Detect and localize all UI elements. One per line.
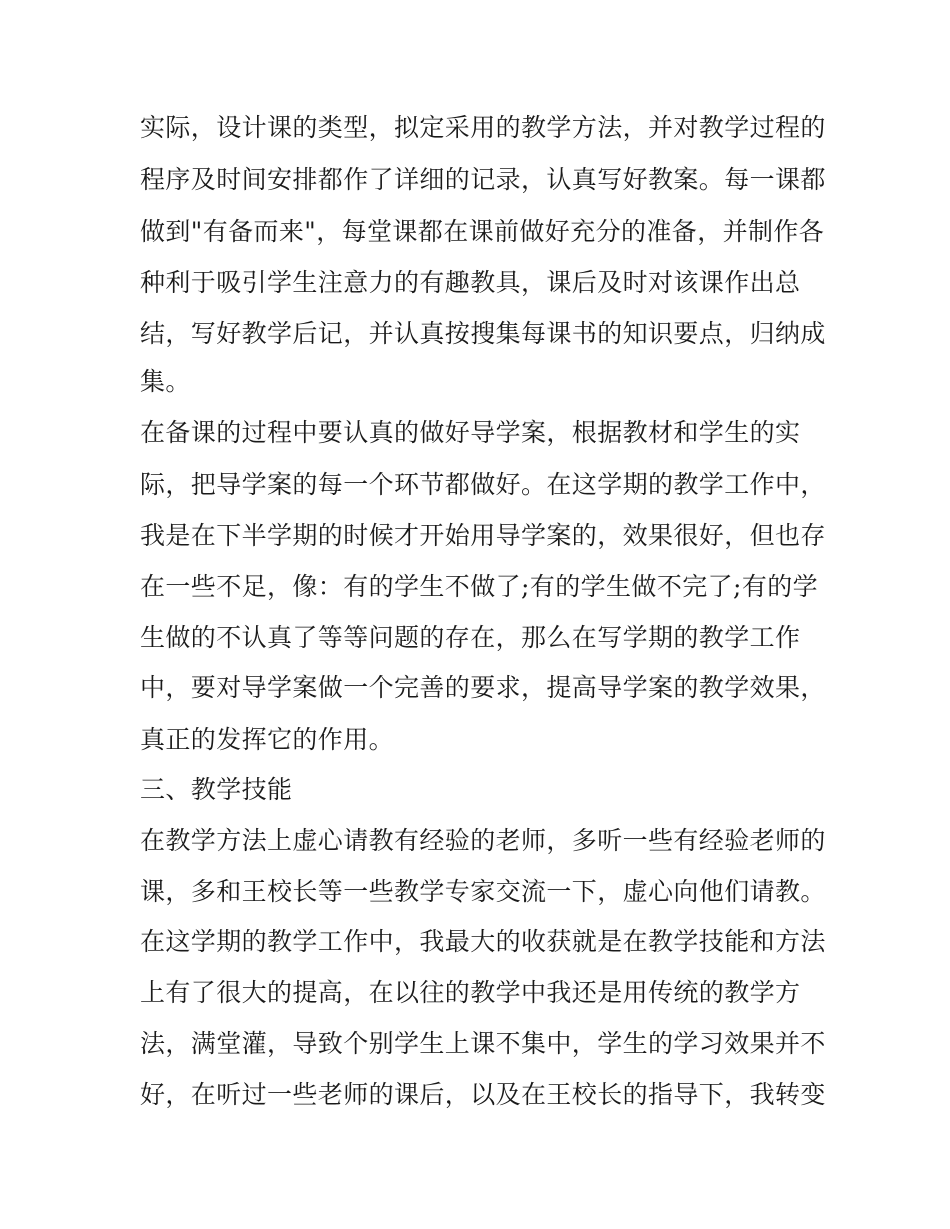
text-line: 在这学期的教学工作中，我最大的收获就是在教学技能和方法 <box>140 927 826 956</box>
text-line: 集。 <box>140 367 191 396</box>
text-line: 在教学方法上虚心请教有经验的老师，多听一些有经验老师的 <box>140 826 826 855</box>
text-line: 真正的发挥它的作用。 <box>140 725 395 754</box>
section-heading: 三、教学技能 <box>140 775 293 804</box>
text-line: 好，在听过一些老师的课后，以及在王校长的指导下，我转变 <box>140 1080 826 1109</box>
text-line: 结，写好教学后记，并认真按搜集每课书的知识要点，归纳成 <box>140 319 826 348</box>
text-line: 法，满堂灌，导致个别学生上课不集中，学生的学习效果并不 <box>140 1029 826 1058</box>
text-line: 我是在下半学期的时候才开始用导学案的，效果很好，但也存 <box>140 521 826 550</box>
text-line: 在备课的过程中要认真的做好导学案，根据教材和学生的实 <box>140 418 801 447</box>
text-line: 实际，设计课的类型，拟定采用的教学方法，并对教学过程的 <box>140 113 826 142</box>
text-line: 程序及时间安排都作了详细的记录，认真写好教案。每一课都 <box>140 165 826 194</box>
text-line: 课，多和王校长等一些教学专家交流一下，虚心向他们请教。 <box>140 877 826 906</box>
text-line: 际，把导学案的每一个环节都做好。在这学期的教学工作中， <box>140 470 826 499</box>
text-line: 种利于吸引学生注意力的有趣教具，课后及时对该课作出总 <box>140 268 801 297</box>
text-line: 做到"有备而来"，每堂课都在课前做好充分的准备，并制作各 <box>140 217 825 246</box>
text-line: 在一些不足，像：有的学生不做了;有的学生做不完了;有的学 <box>140 572 819 601</box>
text-line: 生做的不认真了等等问题的存在，那么在写学期的教学工作 <box>140 623 801 652</box>
text-line: 中，要对导学案做一个完善的要求，提高导学案的教学效果， <box>140 673 826 702</box>
text-line: 上有了很大的提高，在以往的教学中我还是用传统的教学方 <box>140 978 801 1007</box>
